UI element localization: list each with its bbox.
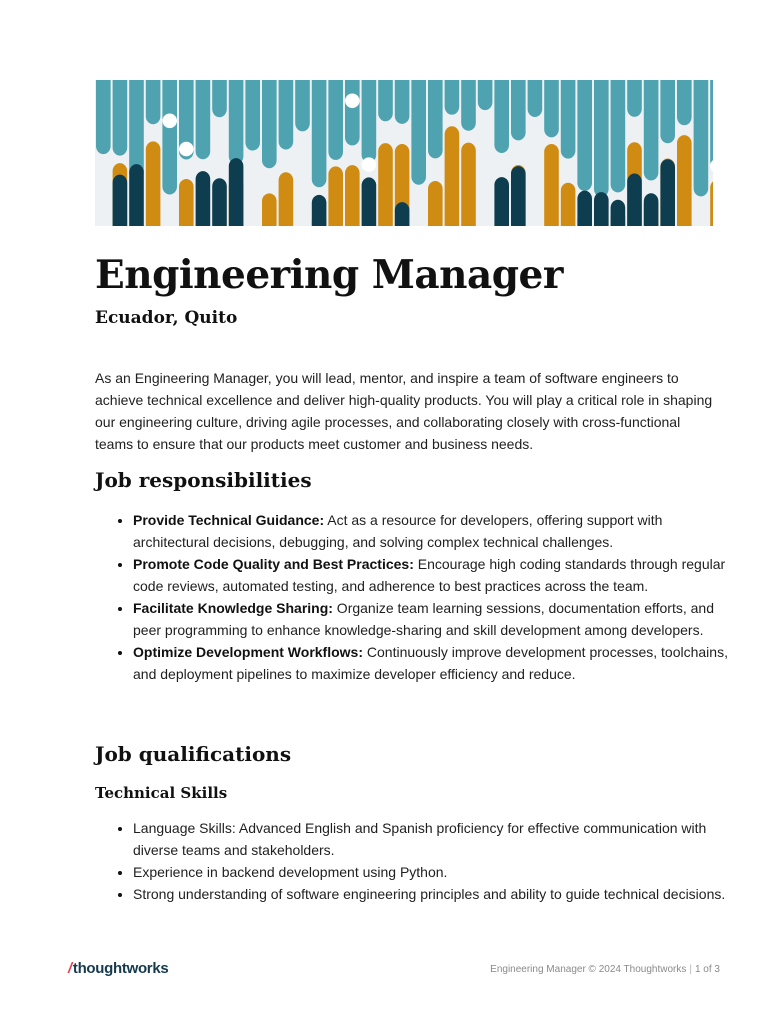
logo-slash: / — [68, 960, 72, 977]
item-label: Facilitate Knowledge Sharing: — [133, 600, 333, 616]
item-text: Encourage high coding standards through regular code reviews, automated testing, and adherence to best practices across the team. — [133, 556, 726, 594]
list-item — [133, 553, 733, 597]
item-text: Act as a resource for developers, offering support with architectural decisions, debugging, and solving complex technical challenges. — [133, 512, 663, 550]
footer-separator: | — [689, 964, 692, 975]
page-title: Engineering Manager — [95, 252, 563, 298]
footer-copyright: Engineering Manager © 2024 Thoughtworks — [490, 964, 687, 975]
page-number: 1 of 3 — [694, 964, 720, 975]
thoughtworks-logo — [68, 960, 168, 977]
job-location: Ecuador, Quito — [95, 308, 238, 328]
list-item — [133, 641, 733, 685]
list-item — [133, 597, 733, 641]
logo-text: thoughtworks — [72, 960, 169, 977]
item-label: Promote Code Quality and Best Practices: — [133, 556, 414, 572]
item-label: Provide Technical Guidance: — [133, 512, 325, 528]
item-label: Optimize Development Workflows: — [133, 644, 363, 660]
technical-skills-subheading: Technical Skills — [95, 784, 228, 802]
qualifications-heading: Job qualifications — [95, 742, 292, 766]
responsibilities-list — [115, 509, 733, 685]
item-text: Continuously improve development processes, toolchains, and deployment pipelines to maximize developer efficiency and reduce. — [133, 644, 728, 682]
qualifications-list — [115, 817, 733, 905]
item-text: Organize team learning sessions, documentation efforts, and peer programming to enhance knowledge-sharing and skill development among developers. — [133, 600, 714, 638]
header-banner-pattern — [95, 80, 713, 226]
responsibilities-heading: Job responsibilities — [95, 468, 312, 492]
list-item: • Experience in backend development using Python. — [133, 861, 733, 883]
list-item — [133, 509, 733, 553]
list-item: • Strong understanding of software engineering principles and ability to guide technical decisions. — [133, 883, 733, 905]
intro-paragraph: As an Engineering Manager, you will lead, mentor, and inspire a team of software engineers to achieve technical excellence and deliver high-quality products. You will play a critical role in shaping our engineering culture, driving agile processes, and collaborating closely with cross-functional teams to ensure that our products meet customer and business needs. — [95, 370, 713, 452]
list-item: • Language Skills: Advanced English and Spanish proficiency for effective communication with diverse teams and stakeholders. — [133, 817, 733, 861]
footer-doc-info — [490, 964, 720, 975]
